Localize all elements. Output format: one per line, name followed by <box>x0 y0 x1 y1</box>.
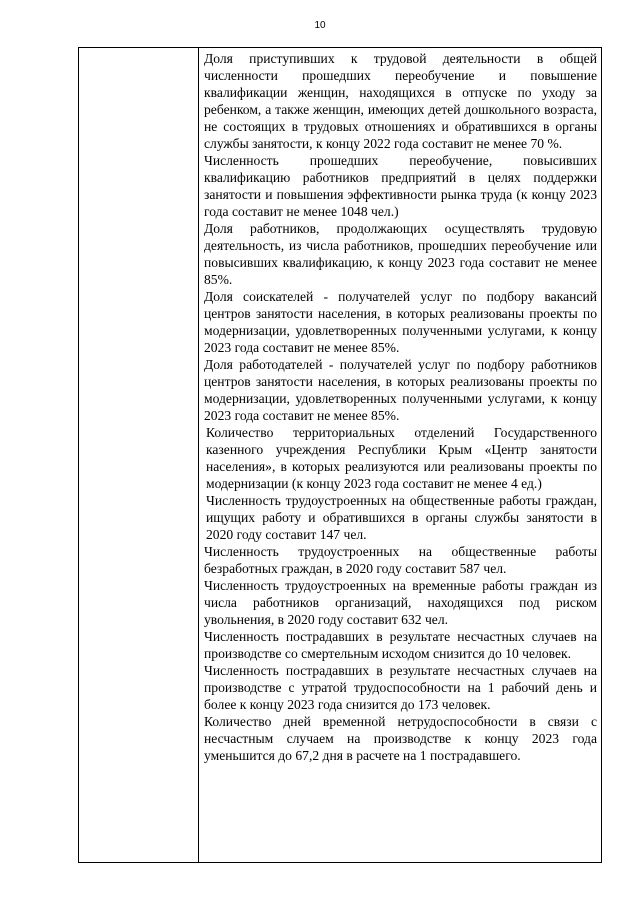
indicator-paragraph: Доля приступивших к трудовой деятельности в общей численности прошедших переобучение и повышение квалификации женщин, находящихся в отпуске по уходу за ребенком, а также женщин, имеющих детей дошкольного возраста, не состоящих в трудовых отношениях и обратившихся в органы службы занятости, к концу 2022 года составит не менее 70 %. <box>204 51 597 151</box>
table-right-column <box>199 48 601 862</box>
indicator-paragraph: Доля соискателей - получателей услуг по подбору вакансий центров занятости населения, в которых реализованы проекты по модернизации, удовлетворенных полученными услугами, к концу 2023 года составит не менее 85%. <box>204 289 597 355</box>
indicator-paragraph: Доля работодателей - получателей услуг по подбору работников центров занятости населения, в которых реализованы проекты по модернизации, удовлетворенных полученными услугами, к концу 2023 года составит не менее 85%. <box>204 357 597 423</box>
indicator-paragraph: Количество дней временной нетрудоспособности в связи с несчастным случаем на производстве к концу 2023 года уменьшится до 67,2 дня в расчете на 1 пострадавшего. <box>204 714 597 763</box>
indicators-table <box>78 47 602 863</box>
indicator-paragraph: Количество территориальных отделений Государственного казенного учреждения Республики Крым «Центр занятости населения», в которых реализуются или реализованы проекты по модернизации (к концу 2023 года составит не менее 4 ед.) <box>206 425 597 491</box>
indicator-paragraph: Численность прошедших переобучение, повысивших квалификацию работников предприятий в целях поддержки занятости и повышения эффективности рынка труда (к концу 2023 года составит не менее 1048 чел.) <box>204 153 597 219</box>
indicator-paragraph: Численность трудоустроенных на временные работы граждан из числа работников организаций, находящихся под риском увольнения, в 2020 году составит 632 чел. <box>204 578 597 627</box>
indicator-paragraph: Численность трудоустроенных на общественные работы безработных граждан, в 2020 году составит 587 чел. <box>204 544 597 576</box>
indicator-paragraph: Численность пострадавших в результате несчастных случаев на производстве со смертельным исходом снизится до 10 человек. <box>204 629 597 661</box>
page-number: 10 <box>314 20 326 31</box>
table-left-column <box>79 48 199 862</box>
indicator-paragraph: Доля работников, продолжающих осуществлять трудовую деятельность, из числа работников, прошедших переобучение или повысивших квалификацию, к концу 2023 года составит не менее 85%. <box>204 221 597 287</box>
indicator-paragraph: Численность трудоустроенных на общественные работы граждан, ищущих работу и обратившихся в органы службы занятости в 2020 году составит 147 чел. <box>206 493 597 542</box>
indicator-paragraph: Численность пострадавших в результате несчастных случаев на производстве с утратой трудоспособности на 1 рабочий день и более к концу 2023 года снизится до 173 человек. <box>204 663 597 712</box>
